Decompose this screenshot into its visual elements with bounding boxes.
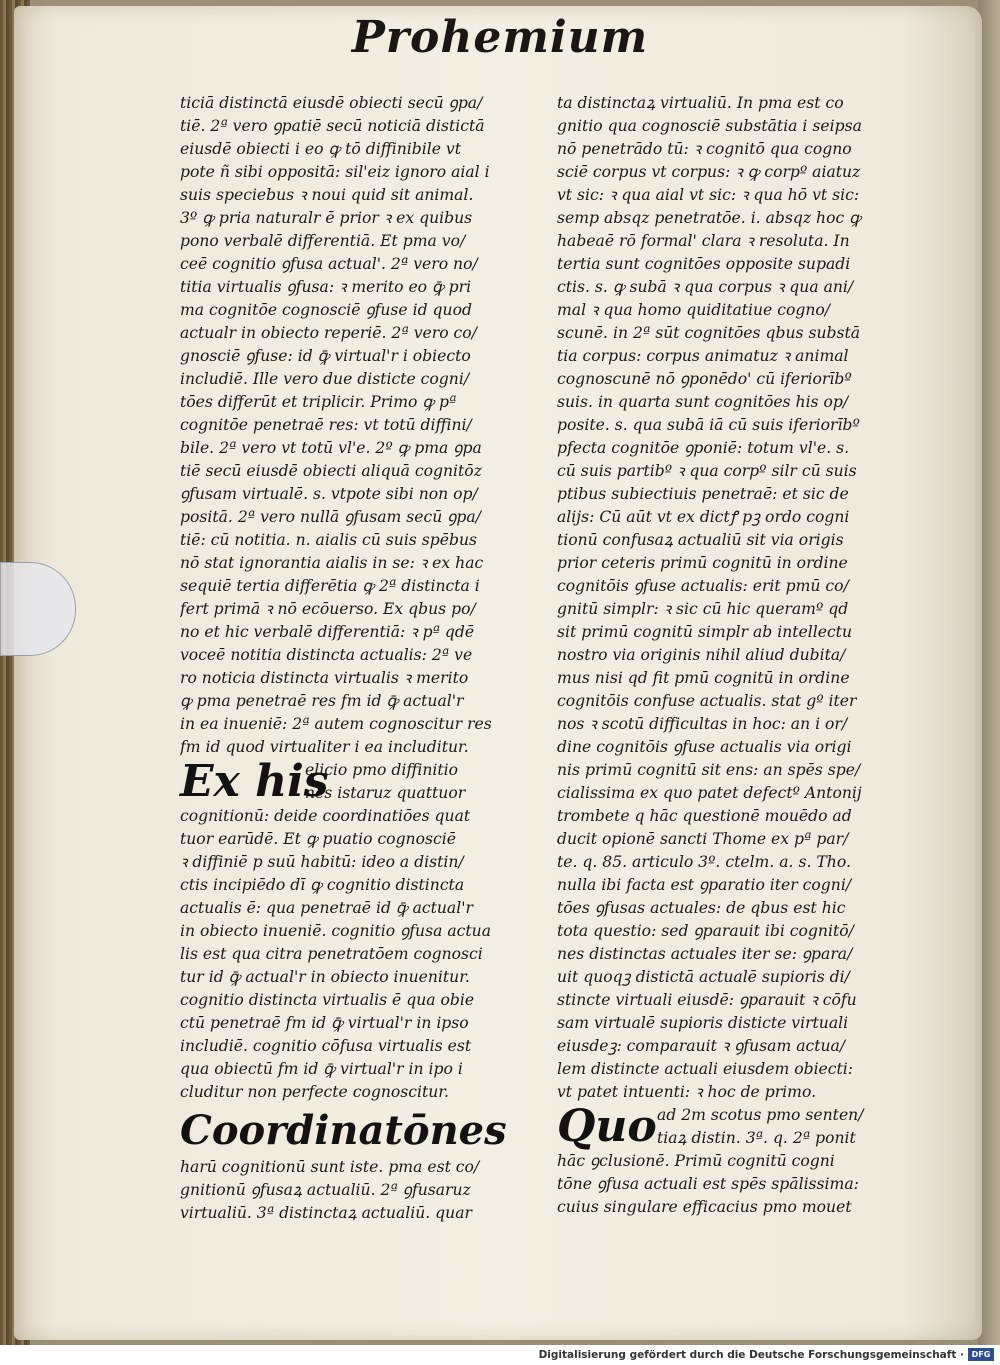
text-line: ctis incipiēdo dī ꝙ cognitio distincta (180, 876, 465, 894)
text-line: fm id quod virtualiter i ea includitur. (180, 738, 469, 756)
right-text-block-b (557, 1150, 882, 1219)
text-line: uit quoqꝫ distictā actualē supioris di/ (557, 968, 850, 986)
running-header: Prohemium (351, 12, 649, 63)
text-line: tuor earūdē. Et ꝙ puatio cognosciē (180, 830, 456, 848)
left-text-block-b (180, 805, 505, 1104)
text-line: gnitionū ꝯfusaꝝ actualiū. 2ª ꝯfusaruz (180, 1181, 471, 1199)
text-line: ctū penetraē fm id ꝙ̄ virtual'r in ipso (180, 1014, 469, 1032)
footer-credit: Digitalisierung gefördert durch die Deutsche Forschungsgemeinschaft · (538, 1349, 964, 1361)
text-line: eiusdeꝫ: comparauit ꝛ ꝯfusam actua/ (557, 1037, 846, 1055)
text-line: semp absqz penetratōe. i. absqz hoc ꝙ (557, 209, 861, 227)
text-line: cognoscunē nō ꝯponēdo' cū iferiorībº (557, 370, 852, 388)
text-line: nos ꝛ scotū difficultas in hoc: an i or/ (557, 715, 848, 733)
text-line: ro noticia distincta virtualis ꝛ merito (180, 669, 469, 687)
text-line: tiē secū eiusdē obiecti aliquā cognitōz (180, 462, 482, 480)
text-line: sam virtualē supioris disticte virtuali (557, 1014, 849, 1032)
text-line: actualis ē: qua penetraē id ꝙ̄ actual'r (180, 899, 473, 917)
text-line: includiē. Ille vero due disticte cogni/ (180, 370, 470, 388)
text-line: ticiā distinctā eiusdē obiecti secū ꝯpa/ (180, 94, 483, 112)
text-line: nostro via originis nihil aliud dubita/ (557, 646, 846, 664)
text-line: virtualiū. 3ª distinctaꝝ actualiū. quar (180, 1204, 472, 1222)
text-line: sit primū cognitū simplr ab intellectu (557, 623, 852, 641)
text-line: ꝙ pma penetraē res fm id ꝙ̄ actual'r (180, 692, 464, 710)
text-line: suis. in quarta sunt cognitōes his op/ (557, 393, 849, 411)
text-line: eiusdē obiecti i eo ꝙ tō diffinibile vt (180, 140, 462, 158)
text-line: hāc ꝯclusionē. Primū cognitū cogni (557, 1152, 835, 1170)
text-line: gnitū simplr: ꝛ sic cū hic queramº qd (557, 600, 849, 618)
text-line: tionū confusaꝝ actualiū sit via origis (557, 531, 844, 549)
text-line: sciē corpus vt corpus: ꝛ ꝙ corpº aiatuz (557, 163, 861, 181)
text-line: lem distincte actuali eiusdem obiecti: (557, 1060, 854, 1078)
text-line: in obiecto inueniē. cognitio ꝯfusa actua (180, 922, 491, 940)
text-line: tiaꝝ distin. 3ª. q. 2ª ponit (657, 1129, 856, 1147)
text-line: posite. s. qua subā iā cū suis iferiorībº (557, 416, 860, 434)
right-column (557, 92, 882, 1219)
text-line: vt patet intuenti: ꝛ hoc de primo. (557, 1083, 817, 1101)
text-line: pono verbalē differentiā. Et pma vo/ (180, 232, 466, 250)
text-line: elicio pmo diffinitio (305, 761, 459, 779)
text-line: pote ñ sibi oppositā: sil'eiz ignoro aial i (180, 163, 490, 181)
text-line: ma cognitōe cognosciē ꝯfuse id quod (180, 301, 472, 319)
text-line: fert primā ꝛ nō ecōuerso. Ex qbus po/ (180, 600, 476, 618)
text-line: cognitōis ꝯfuse actualis: erit pmū co/ (557, 577, 849, 595)
left-text-block-a (180, 92, 505, 759)
text-line: alijs: Cū aūt vt ex dictꝭ pꝫ ordo cogni (557, 508, 850, 526)
section-heading-coordinationes: Coordinatōnes (180, 1107, 507, 1154)
text-line: ꝯfusam virtualē. s. vtpote sibi non op/ (180, 485, 478, 503)
text-line: nes istaruz quattuor (305, 784, 466, 802)
text-line: tota questio: sed ꝯparauit ibi cognitō/ (557, 922, 854, 940)
text-line: scunē. in 2ª sūt cognitōes qbus substā (557, 324, 861, 342)
decorated-initial: Ex his (180, 756, 329, 807)
text-line: dine cognitōis ꝯfuse actualis via origi (557, 738, 852, 756)
text-line: te. q. 85. articulo 3º. ctelm. a. s. Tho. (557, 853, 851, 871)
right-text-block-a (557, 92, 882, 1104)
text-line: cognitōis confuse actualis. stat gº iter (557, 692, 857, 710)
digitization-footer (0, 1345, 1000, 1365)
text-line: 3º ꝙ pria naturalr ē prior ꝛ ex quibus (180, 209, 473, 227)
ex-his-paragraph (180, 756, 505, 807)
text-line: nes distinctas actuales iter se: ꝯpara/ (557, 945, 853, 963)
text-line: prior ceteris primū cognitū in ordine (557, 554, 848, 572)
text-line: mal ꝛ qua homo quiditatiue cogno/ (557, 301, 831, 319)
text-line: ad 2m scotus pmo senten/ (657, 1106, 864, 1124)
text-line: nō stat ignorantia aialis in se: ꝛ ex hac (180, 554, 484, 572)
text-line: tōes differūt et triplicir. Primo ꝙ pª (180, 393, 457, 411)
text-line: trombete q hāc questionē mouēdo ad (557, 807, 852, 825)
text-line: includiē. cognitio cōfusa virtualis est (180, 1037, 472, 1055)
quo-paragraph (557, 1101, 882, 1152)
text-line: tur id ꝙ̄ actual'r in obiecto inuenitur. (180, 968, 470, 986)
text-line: tiē: cū notitia. n. aialis cū suis spēbus (180, 531, 478, 549)
text-line: vt sic: ꝛ qua aial vt sic: ꝛ qua hō vt sic: (557, 186, 860, 204)
text-line: ptibus subiectiuis penetraē: et sic de (557, 485, 849, 503)
text-line: actualr in obiecto reperiē. 2ª vero co/ (180, 324, 477, 342)
decorated-initial: Quo (557, 1101, 657, 1152)
text-line: suis speciebus ꝛ noui quid sit animal. (180, 186, 474, 204)
text-line: habeaē rō formal' clara ꝛ resoluta. In (557, 232, 850, 250)
text-line: mus nisi qd fit pmū cognitū in ordine (557, 669, 850, 687)
text-line: in ea inueniē: 2ª autem cognoscitur res (180, 715, 492, 733)
text-line: no et hic verbalē differentiā: ꝛ pª qdē (180, 623, 475, 641)
text-line: tōne ꝯfusa actuali est spēs spālissima: (557, 1175, 859, 1193)
text-line: gnitio qua cognosciē substātia i seipsa (557, 117, 862, 135)
text-line: ta distinctaꝝ virtualiū. In pma est co (557, 94, 844, 112)
text-line: titia virtualis ꝯfusa: ꝛ merito eo ꝙ̄ pri (180, 278, 472, 296)
text-line: voceē notitia distincta actualis: 2ª ve (180, 646, 473, 664)
text-line: stincte virtuali eiusdē: ꝯparauit ꝛ cōfu (557, 991, 857, 1009)
text-line: lis est qua citra penetratōem cognosci (180, 945, 483, 963)
text-line: harū cognitionū sunt iste. pma est co/ (180, 1158, 480, 1176)
text-line: cognitionū: deide coordinatiōes quat (180, 807, 471, 825)
text-line: cū suis partibº ꝛ qua corpº silr cū suis (557, 462, 857, 480)
text-line: nō penetrādo tū: ꝛ cognitō qua cogno (557, 140, 852, 158)
text-line: qua obiectū fm id ꝙ̄ virtual'r in ipo i (180, 1060, 463, 1078)
left-column (180, 92, 505, 1225)
text-line: cuius singulare efficacius pmo mouet (557, 1198, 852, 1216)
text-line: tiē. 2ª vero ꝯpatiē secū noticiā distictā (180, 117, 485, 135)
text-line: cluditur non perfecte cognoscitur. (180, 1083, 449, 1101)
text-line: positā. 2ª vero nullā ꝯfusam secū ꝯpa/ (180, 508, 481, 526)
text-line: cognitōe penetraē res: vt totū diffini/ (180, 416, 472, 434)
text-line: nis primū cognitū sit ens: an spēs spe/ (557, 761, 861, 779)
text-line: ꝛ diffiniē p suū habitū: ideo a distin/ (180, 853, 464, 871)
text-line: tōes ꝯfusas actuales: de qbus est hic (557, 899, 846, 917)
text-line: ceē cognitio ꝯfusa actual'. 2ª vero no/ (180, 255, 478, 273)
text-line: gnosciē ꝯfuse: id ꝙ̄ virtual'r i obiecto (180, 347, 471, 365)
text-line: sequiē tertia differētia ꝙ 2ª distincta i (180, 577, 480, 595)
text-line: cognitio distincta virtualis ē qua obie (180, 991, 475, 1009)
text-line: pfecta cognitōe ꝯponiē: totum vl'e. s. (557, 439, 850, 457)
text-line: nulla ibi facta est ꝯparatio iter cogni/ (557, 876, 852, 894)
text-line: tia corpus: corpus animatuz ꝛ animal (557, 347, 849, 365)
text-line: tertia sunt cognitōes opposite supadi (557, 255, 851, 273)
text-line: ducit opionē sancti Thome ex pª par/ (557, 830, 849, 848)
text-line: cialissima ex quo patet defectº Antonij (557, 784, 862, 802)
coordinationes-lines (180, 1156, 505, 1225)
dfg-logo: DFG (968, 1348, 994, 1361)
text-line: ctis. s. ꝙ subā ꝛ qua corpus ꝛ qua ani/ (557, 278, 854, 296)
text-line: bile. 2ª vero vt totū vl'e. 2º ꝙ pma ꝯpa (180, 439, 482, 457)
